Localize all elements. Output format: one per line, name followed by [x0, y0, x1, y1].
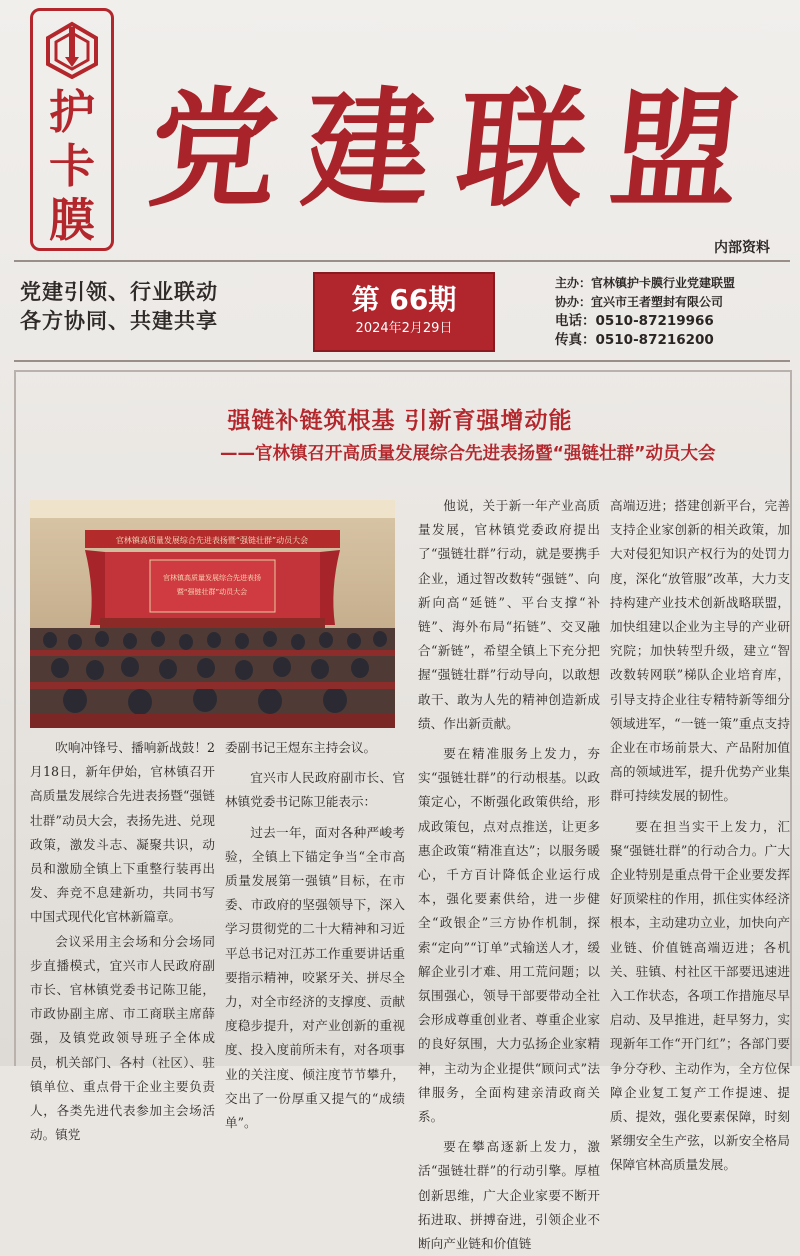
fax-label: 传真： [555, 332, 596, 348]
tel-label: 电话： [555, 313, 596, 329]
sponsor-row [555, 274, 795, 293]
paragraph: 过去一年，面对各种严峻考验，全镇上下锚定争当“全市高质量发展第一强镇”目标，在市委、市政府的坚强领导下，深入学习贯彻党的二十大精神和习近平总书记对江苏工作重要讲话重要指示精神，咬紧牙关、拼尽全力，对全市经济的支撑度、贡献度稳步提升，对产业创新的重视度、投入度前所未有，对各项事业的关注度、倾注度节节攀升，交出了一份厚重又提气的“成绩单”。 [225, 824, 405, 1131]
article-column-4 [610, 494, 790, 1178]
photo-screen-line: 暨“强链壮群”动员大会 [176, 588, 248, 596]
phone-row [555, 312, 795, 331]
article-column-2 [225, 736, 405, 1135]
paragraph: 高端迈进；搭建创新平台，完善支持企业家创新的相关政策，加大对侵犯知识产权行为的处罚力度，深化“放管服”改革，大力支持构建产业技术创新战略联盟，加快组建以企业为主导的产业研究院；加快转型升级，建立“智改数转网联”梯队企业培育库，引导支持企业往专精特新等细分领域进军，“一链一策”重点支持企业在市场前景大、产品附加值高的领域进军，提升优势产业集群可持续发展的韧性。 [610, 498, 790, 804]
paragraph: 吹响冲锋号、播响新战鼓！2月18日，新年伊始，官林镇召开高质量发展综合先进表扬暨“强链壮群”动员大会，表扬先进、兑现政策，激发斗志、凝聚共识，动员和激励全镇上下重整行装再出发、奔竞不息建新功，共同书写中国式现代化官林新篇章。 [30, 740, 215, 925]
logo-text [33, 85, 111, 247]
logo [30, 8, 114, 251]
masthead-title: 党建联盟 [142, 75, 774, 225]
meeting-photo-illustration [30, 500, 395, 728]
sponsor-label: 主办： [555, 276, 592, 290]
internal-label: 内部资料 [714, 240, 770, 256]
co-value: 宜兴市王者塑封有限公司 [591, 295, 724, 309]
paragraph: 委副书记王煜东主持会议。 [225, 740, 377, 755]
co-label: 协办： [555, 295, 592, 309]
divider [14, 360, 790, 362]
emblem-icon [43, 21, 101, 79]
fax-value: 0510-87216200 [595, 332, 714, 348]
issue-date: 2024年2月29日 [355, 321, 453, 336]
fax-row [555, 331, 795, 350]
article-column-1 [30, 736, 215, 1147]
paragraph: 他说，关于新一年产业高质量发展，官林镇党委政府提出了“强链壮群”行动，就是要携手企业，通过智改数转“强链”、向新向高“延链”、平台支撑“补链”、海外布局“拓链”、交叉融合“新链”，希望全镇上下充分把握“强链壮群”行动导向，以敢想敢干、敢为人先的精神创造新成绩、作出新贡献。 [418, 498, 600, 731]
tel-value: 0510-87219966 [595, 313, 714, 329]
slogan [20, 277, 305, 335]
article-column-3 [418, 494, 600, 1256]
paragraph: 宜兴市人民政府副市长、官林镇党委书记陈卫能表示： [225, 770, 405, 810]
paragraph: 要在精准服务上发力，夯实“强链壮群”的行动根基。以政策定心，不断强化政策供给，形成政策包，点对点推送，让更多惠企政策“精准直达”；以服务暖心，千方百计降低企业运行成本，强化要素供给，进一步健全“政银企”三方协作机制，探索“定向”“订单”式输送人才，缓解企业引才难、用工荒问题；以氛围强心，领导干部要带动全社会形成尊重创业者、尊重企业家的良好氛围，大力弘扬企业家精神，主动为企业提供“顾问式”法律服务，全面构建亲清政商关系。 [418, 746, 600, 1125]
issue-box [313, 272, 495, 352]
paragraph: 会议采用主会场和分会场同步直播模式，宜兴市人民政府副市长、官林镇党委书记陈卫能，市政协副主席、市工商联主席薛强，及镇党政领导班子全体成员，机关部门、各村（社区）、驻镇单位、重点骨干企业主要负责人，各类先进代表参加主会场活动。镇党 [30, 933, 215, 1143]
slogan-line: 党建引领、行业联动 [20, 279, 218, 304]
photo-banner-text: 官林镇高质量发展综合先进表扬暨“强链壮群”动员大会 [115, 536, 309, 545]
meeting-photo [30, 500, 395, 728]
co-organizer-row [555, 293, 795, 312]
paragraph: 要在担当实干上发力，汇聚“强链壮群”的行动合力。广大企业特别是重点骨干企业要发挥好顶梁柱的作用，抓住实体经济根本，主动建功立业，加快向产业链、价值链高端迈进；各机关、驻镇、村社区干部要迅速进入工作状态，各项工作措施尽早启动、及早推进，赶早努力，实现新年工作“开门红”；各部门要争分夺秒、主动作为，全方位保障企业复工复产工作提速、提质、提效，强化要素保障，时刻紧绷安全生产弦，以新安全格局保障官林高质量发展。 [610, 818, 790, 1173]
article-subheadline: ——官林镇召开高质量发展综合先进表扬暨“强链壮群”动员大会 [220, 444, 716, 464]
logo-char: 卡 [49, 139, 95, 193]
slogan-line: 各方协同、共建共享 [20, 308, 218, 333]
article-headline: 强链补链筑根基 引新育强增动能 [227, 408, 573, 434]
paragraph: 要在攀高逐新上发力，激活“强链壮群”的行动引擎。厚植创新思维，广大企业家要不断开拓进取、拼搏奋进，引领企业不断向产业链和价值链 [418, 1139, 600, 1252]
logo-char: 护 [49, 85, 95, 139]
sponsor-value: 官林镇护卡膜行业党建联盟 [591, 276, 736, 290]
logo-char: 膜 [49, 193, 95, 247]
sponsor-info [555, 274, 795, 350]
photo-screen-line: 官林镇高质量发展综合先进表扬 [163, 574, 261, 582]
issue-number: 第 66期 [351, 283, 457, 316]
divider [14, 260, 790, 262]
